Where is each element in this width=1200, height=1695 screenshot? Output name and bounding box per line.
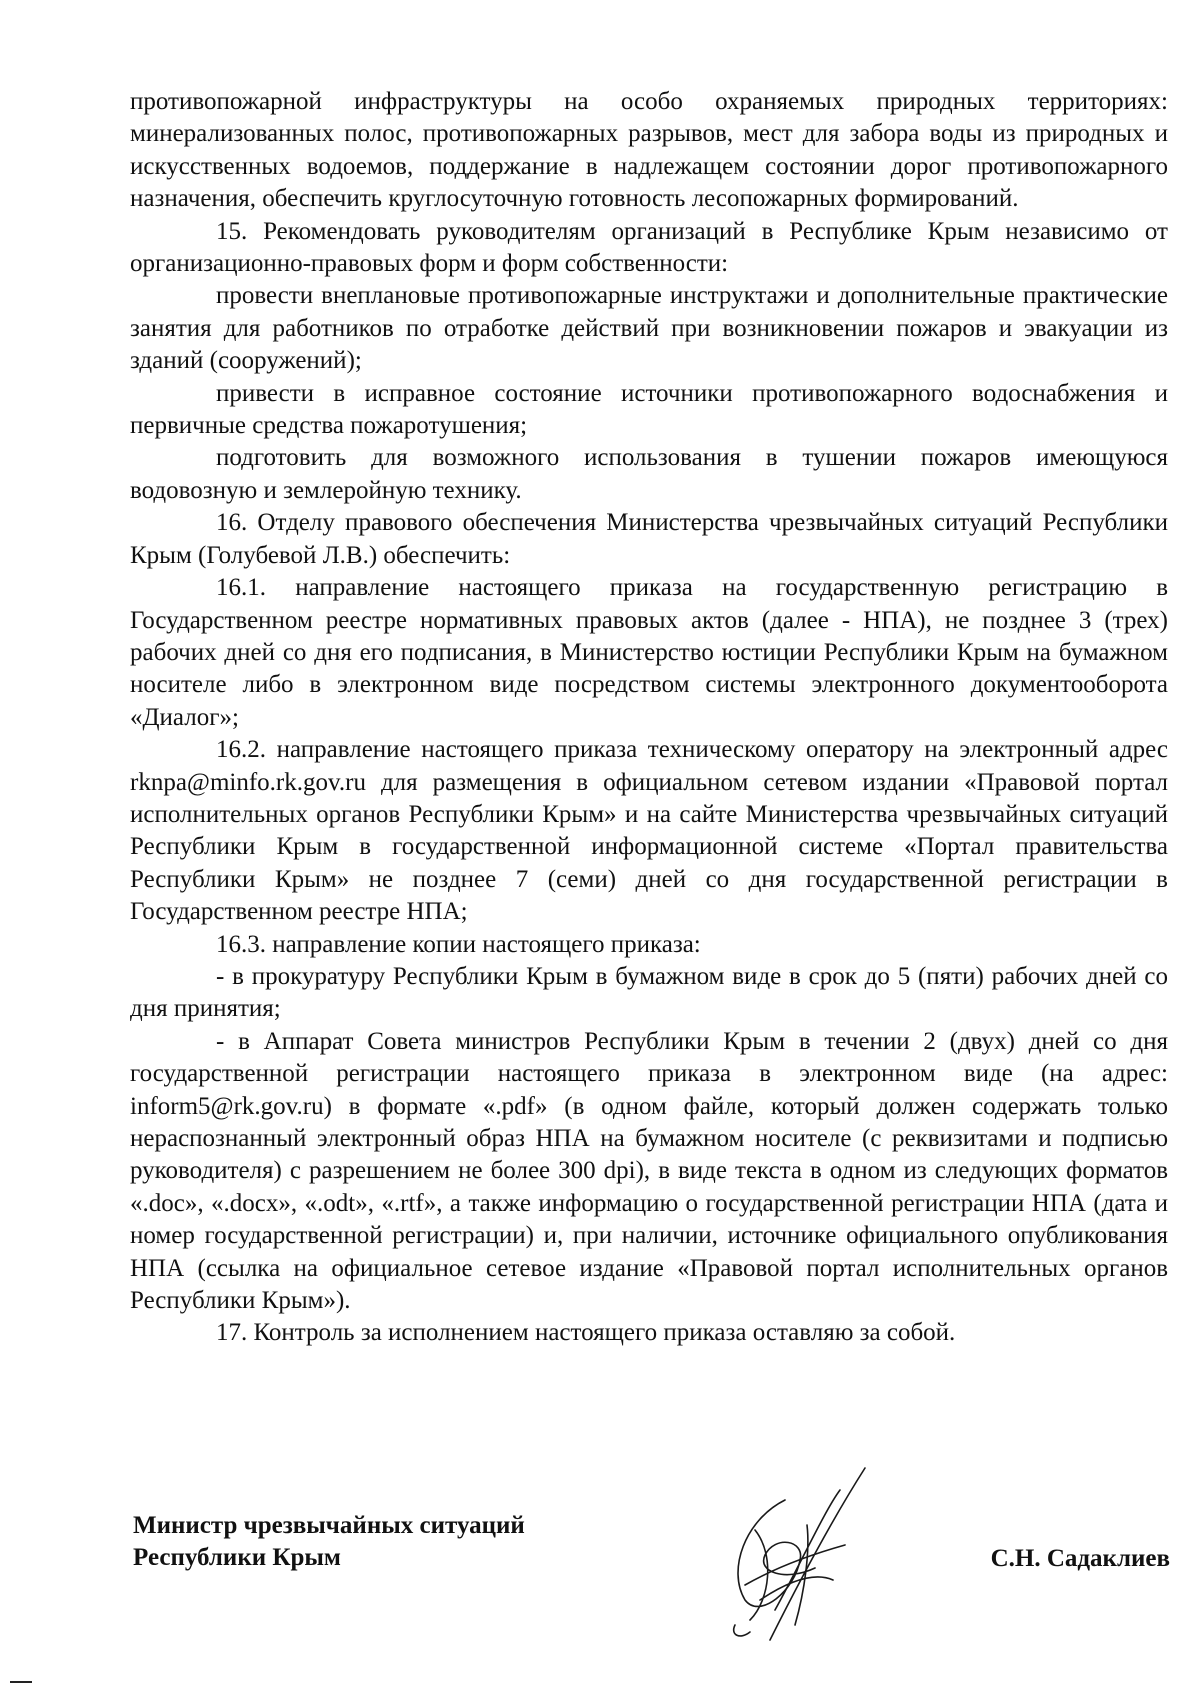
paragraph-council-apparatus: - в Аппарат Совета министров Республики Крым в течении 2 (двух) дней со дня государственной регистрации настоящего приказа в электронном виде (на адрес: inform5@rk.gov.ru) в формате «.pdf» (в одном файле, который должен содержать только нераспознанный электронный образ НПА на бумажном носителе (с реквизитами и подписью руководителя) с разрешением не более 300 dpi), в виде текста в одном из следующих форматов «.doc», «.docx», «.odt», «.rtf», а также информацию о государственной регистрации НПА (дата и номер государственной регистрации) и, при наличии, источнике официального опубликования НПА (ссылка на официальное сетевое издание «Правовой портал исполнительных органов Республики Крым»). bbox=[130, 1027, 1168, 1315]
paragraph-water-supply: привести в исправное состояние источники противопожарного водоснабжения и первичные средства пожаротушения; bbox=[130, 379, 1168, 440]
handwritten-signature-icon bbox=[715, 1460, 915, 1650]
paragraph-continuation: противопожарной инфраструктуры на особо охраняемых природных территориях: минерализованных полос, противопожарных разрывов, мест для забора воды из природных и искусственных водоемов, поддержание в надлежащем состоянии дорог противопожарного назначения, обеспечить круглосуточную готовность лесопожарных формирований. bbox=[130, 88, 1168, 213]
paragraph-briefings: провести внеплановые противопожарные инструктажи и дополнительные практические занятия для работников по отработке действий при возникновении пожаров и эвакуации из зданий (сооружений); bbox=[130, 282, 1168, 375]
paragraph-item-17: 17. Контроль за исполнением настоящего приказа оставляю за собой. bbox=[216, 1319, 956, 1347]
page-edge-mark bbox=[10, 1681, 32, 1683]
paragraph-equipment: подготовить для возможного использования в тушении пожаров имеющуюся водовозную и землеройную технику. bbox=[130, 444, 1168, 504]
signatory-title-line2: Республики Крым bbox=[133, 1544, 341, 1571]
paragraph-item-16-3: 16.3. направление копии настоящего приказа: bbox=[216, 930, 701, 958]
signatory-title bbox=[133, 1510, 525, 1574]
signatory-title-line1: Министр чрезвычайных ситуаций bbox=[133, 1512, 525, 1539]
paragraph-item-16-2: 16.2. направление настоящего приказа техническому оператору на электронный адрес rknpa@minfo.rk.gov.ru для размещения в официальном сетевом издании «Правовой портал исполнительных органов Республики Крым» и на сайте Министерства чрезвычайных ситуаций Республики Крым в государственной информационной системе «Портал правительства Республики Крым» не позднее 7 (семи) дней со дня государственной регистрации в Государственном реестре НПА; bbox=[130, 736, 1168, 926]
paragraph-item-16: 16. Отделу правового обеспечения Министерства чрезвычайных ситуаций Республики Крым (Голубевой Л.В.) обеспечить: bbox=[130, 509, 1168, 569]
signatory-name: С.Н. Садаклиев bbox=[990, 1545, 1170, 1572]
document-body bbox=[130, 86, 1168, 1350]
paragraph-item-16-1: 16.1. направление настоящего приказа на государственную регистрацию в Государственном реестре нормативных правовых актов (далее - НПА), не позднее 3 (трех) рабочих дней со дня его подписания, в Министерство юстиции Республики Крым на бумажном носителе либо в электронном виде посредством системы электронного документооборота «Диалог»; bbox=[130, 574, 1168, 731]
paragraph-item-15: 15. Рекомендовать руководителям организаций в Республике Крым независимо от организационно-правовых форм и форм собственности: bbox=[130, 217, 1168, 278]
paragraph-prosecutor: - в прокуратуру Республики Крым в бумажном виде в срок до 5 (пяти) рабочих дней со дня принятия; bbox=[130, 962, 1168, 1023]
